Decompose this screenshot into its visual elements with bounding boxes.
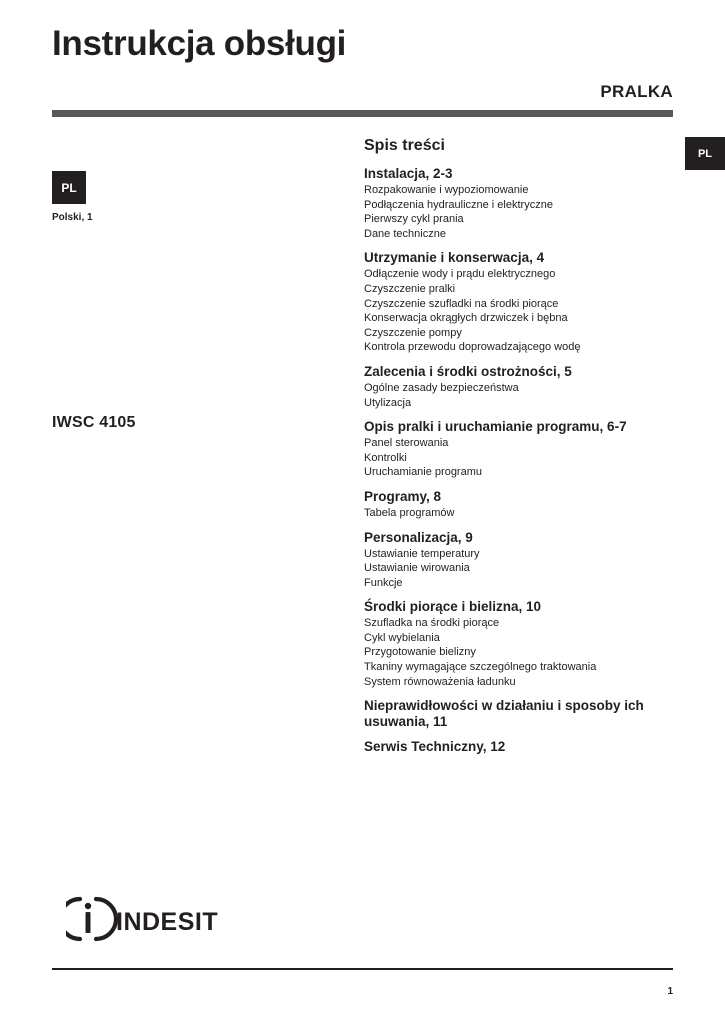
toc-section-title: Środki piorące i bielizna, 10 [364,599,542,615]
toc-item: Cykl wybielania [364,631,440,644]
toc-item: Czyszczenie pralki [364,282,456,295]
toc-section [364,419,684,480]
toc-section-title: Instalacja, 2-3 [364,166,453,181]
toc-item: Kontrolki [364,451,407,464]
page-number: 1 [667,986,673,997]
toc-section [364,698,684,730]
toc-sections [364,166,684,755]
toc-item: Konserwacja okrągłych drzwiczek i bębna [364,312,568,325]
toc-section-title: Nieprawidłowości w działaniu i sposoby ich usuwania, 11 [364,698,644,730]
toc-section-title: Utrzymanie i konserwacja, 4 [364,250,545,266]
toc-section-title: Opis pralki i uruchamianie programu, 6-7 [364,419,627,435]
toc-item: Ustawianie wirowania [364,562,470,575]
brand-wordmark: INDESIT [116,908,219,936]
toc-section [364,599,684,689]
toc-item: Panel sterowania [364,437,449,450]
toc-item: Tkaniny wymagające szczególnego traktowania [364,661,597,674]
toc-section [364,489,684,521]
toc-section [364,250,684,355]
toc-section-title: Personalizacja, 9 [364,529,473,545]
toc-item: Tabela programów [364,506,455,519]
toc-item: Przygotowanie bielizny [364,646,476,659]
toc-section-title: Programy, 8 [364,488,442,504]
language-page-reference: Polski, 1 [52,212,93,223]
toc-section-title: Serwis Techniczny, 12 [364,739,506,755]
toc-item: Dane techniczne [364,227,446,240]
indesit-logo-icon [66,895,246,943]
toc-item: Odłączenie wody i prądu elektrycznego [364,268,556,281]
product-type: PRALKA [600,82,673,101]
toc-section [364,530,684,591]
toc-item: Szufladka na środki piorące [364,617,500,630]
toc-item: Kontrola przewodu doprowadzającego wodę [364,341,581,354]
language-badge: PL [52,171,86,204]
header-divider [52,110,673,117]
toc-item: Ogólne zasady bezpieczeństwa [364,381,519,394]
toc-heading: Spis treści [364,137,445,154]
document-title: Instrukcja obsługi [52,24,347,63]
toc-section-title: Zalecenia i środki ostrożności, 5 [364,363,572,379]
table-of-contents [364,136,684,764]
toc-item: Podłączenia hydrauliczne i elektryczne [364,198,553,211]
toc-section [364,739,684,755]
model-number: IWSC 4105 [52,414,136,431]
toc-item: Czyszczenie pompy [364,326,462,339]
toc-item: Pierwszy cykl prania [364,213,464,226]
toc-section [364,364,684,410]
language-side-tab: PL [685,137,725,170]
toc-item: Rozpakowanie i wypoziomowanie [364,184,529,196]
toc-item: Czyszczenie szufladki na środki piorące [364,297,559,310]
toc-item: System równoważenia ładunku [364,675,516,688]
toc-item: Funkcje [364,576,403,589]
toc-item: Ustawianie temperatury [364,547,480,560]
toc-item: Utylizacja [364,396,412,409]
footer-divider [52,968,673,970]
toc-section [364,166,684,241]
toc-item: Uruchamianie programu [364,466,482,479]
